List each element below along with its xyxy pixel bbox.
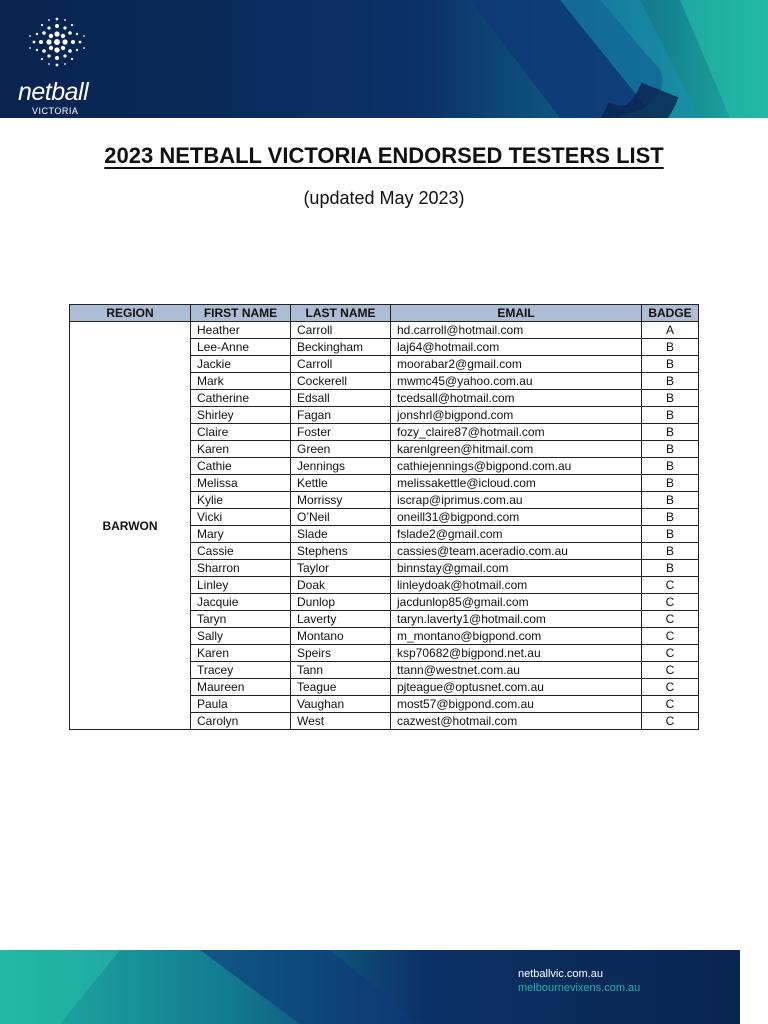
first-name-cell: Heather xyxy=(191,322,291,339)
footer-link-netballvic[interactable]: netballvic.com.au xyxy=(518,968,603,980)
column-header-region: REGION xyxy=(70,305,191,322)
first-name-cell: Claire xyxy=(191,424,291,441)
netball-dots-icon xyxy=(22,14,92,70)
email-cell: linleydoak@hotmail.com xyxy=(391,577,642,594)
first-name-cell: Linley xyxy=(191,577,291,594)
email-cell: cazwest@hotmail.com xyxy=(391,713,642,730)
badge-cell: B xyxy=(642,492,699,509)
email-cell: ksp70682@bigpond.net.au xyxy=(391,645,642,662)
last-name-cell: Foster xyxy=(291,424,391,441)
first-name-cell: Jackie xyxy=(191,356,291,373)
last-name-cell: Morrissy xyxy=(291,492,391,509)
badge-cell: B xyxy=(642,356,699,373)
first-name-cell: Tracey xyxy=(191,662,291,679)
first-name-cell: Karen xyxy=(191,645,291,662)
first-name-cell: Maureen xyxy=(191,679,291,696)
email-cell: cathiejennings@bigpond.com.au xyxy=(391,458,642,475)
badge-cell: B xyxy=(642,543,699,560)
email-cell: binnstay@gmail.com xyxy=(391,560,642,577)
last-name-cell: Green xyxy=(291,441,391,458)
badge-cell: B xyxy=(642,458,699,475)
last-name-cell: Laverty xyxy=(291,611,391,628)
document-title-text: 2023 NETBALL VICTORIA ENDORSED TESTERS LIST xyxy=(104,143,664,168)
badge-cell: B xyxy=(642,339,699,356)
last-name-cell: Doak xyxy=(291,577,391,594)
badge-cell: B xyxy=(642,475,699,492)
table-header-row xyxy=(70,305,699,322)
logo-wordmark: netball xyxy=(18,78,89,106)
first-name-cell: Mark xyxy=(191,373,291,390)
email-cell: melissakettle@icloud.com xyxy=(391,475,642,492)
last-name-cell: West xyxy=(291,713,391,730)
email-cell: mwmc45@yahoo.com.au xyxy=(391,373,642,390)
last-name-cell: Cockerell xyxy=(291,373,391,390)
last-name-cell: Fagan xyxy=(291,407,391,424)
first-name-cell: Sally xyxy=(191,628,291,645)
email-cell: ttann@westnet.com.au xyxy=(391,662,642,679)
email-cell: fozy_claire87@hotmail.com xyxy=(391,424,642,441)
email-cell: fslade2@gmail.com xyxy=(391,526,642,543)
last-name-cell: Edsall xyxy=(291,390,391,407)
badge-cell: B xyxy=(642,560,699,577)
email-cell: moorabar2@gmail.com xyxy=(391,356,642,373)
last-name-cell: Stephens xyxy=(291,543,391,560)
badge-cell: A xyxy=(642,322,699,339)
first-name-cell: Melissa xyxy=(191,475,291,492)
testers-table xyxy=(69,304,699,730)
email-cell: iscrap@iprimus.com.au xyxy=(391,492,642,509)
email-cell: jonshrl@bigpond.com xyxy=(391,407,642,424)
email-cell: most57@bigpond.com.au xyxy=(391,696,642,713)
email-cell: karenlgreen@hitmail.com xyxy=(391,441,642,458)
badge-cell: B xyxy=(642,424,699,441)
badge-cell: C xyxy=(642,713,699,730)
first-name-cell: Lee-Anne xyxy=(191,339,291,356)
column-header-first-name: FIRST NAME xyxy=(191,305,291,322)
email-cell: cassies@team.aceradio.com.au xyxy=(391,543,642,560)
first-name-cell: Catherine xyxy=(191,390,291,407)
badge-cell: B xyxy=(642,390,699,407)
email-cell: laj64@hotmail.com xyxy=(391,339,642,356)
last-name-cell: Carroll xyxy=(291,356,391,373)
footer-link-melbournevixens[interactable]: melbournevixens.com.au xyxy=(518,982,641,994)
last-name-cell: Dunlop xyxy=(291,594,391,611)
badge-cell: C xyxy=(642,628,699,645)
last-name-cell: Speirs xyxy=(291,645,391,662)
first-name-cell: Taryn xyxy=(191,611,291,628)
badge-cell: B xyxy=(642,441,699,458)
last-name-cell: Vaughan xyxy=(291,696,391,713)
last-name-cell: Kettle xyxy=(291,475,391,492)
footer-wave-graphic xyxy=(0,950,768,1024)
badge-cell: C xyxy=(642,611,699,628)
email-cell: m_montano@bigpond.com xyxy=(391,628,642,645)
email-cell: jacdunlop85@gmail.com xyxy=(391,594,642,611)
badge-cell: C xyxy=(642,577,699,594)
badge-cell: C xyxy=(642,594,699,611)
column-header-email: EMAIL xyxy=(391,305,642,322)
header-wave-graphic xyxy=(0,0,768,118)
last-name-cell: Carroll xyxy=(291,322,391,339)
first-name-cell: Kylie xyxy=(191,492,291,509)
last-name-cell: Slade xyxy=(291,526,391,543)
email-cell: pjteague@optusnet.com.au xyxy=(391,679,642,696)
document-title xyxy=(0,143,768,169)
badge-cell: B xyxy=(642,407,699,424)
footer-banner xyxy=(0,950,768,1024)
badge-cell: C xyxy=(642,662,699,679)
first-name-cell: Sharron xyxy=(191,560,291,577)
first-name-cell: Carolyn xyxy=(191,713,291,730)
badge-cell: B xyxy=(642,509,699,526)
last-name-cell: Teague xyxy=(291,679,391,696)
first-name-cell: Jacquie xyxy=(191,594,291,611)
column-header-last-name: LAST NAME xyxy=(291,305,391,322)
badge-cell: B xyxy=(642,373,699,390)
last-name-cell: Taylor xyxy=(291,560,391,577)
table-row xyxy=(70,322,699,339)
badge-cell: B xyxy=(642,526,699,543)
column-header-badge: BADGE xyxy=(642,305,699,322)
last-name-cell: Jennings xyxy=(291,458,391,475)
first-name-cell: Mary xyxy=(191,526,291,543)
table-body xyxy=(70,322,699,730)
badge-cell: C xyxy=(642,696,699,713)
first-name-cell: Paula xyxy=(191,696,291,713)
logo-subtext: VICTORIA xyxy=(32,106,79,116)
first-name-cell: Karen xyxy=(191,441,291,458)
last-name-cell: O’Neil xyxy=(291,509,391,526)
netball-victoria-logo xyxy=(10,14,110,116)
last-name-cell: Montano xyxy=(291,628,391,645)
region-cell: BARWON xyxy=(70,322,191,730)
last-name-cell: Beckingham xyxy=(291,339,391,356)
first-name-cell: Vicki xyxy=(191,509,291,526)
last-name-cell: Tann xyxy=(291,662,391,679)
first-name-cell: Cathie xyxy=(191,458,291,475)
email-cell: oneill31@bigpond.com xyxy=(391,509,642,526)
email-cell: tcedsall@hotmail.com xyxy=(391,390,642,407)
email-cell: taryn.laverty1@hotmail.com xyxy=(391,611,642,628)
first-name-cell: Cassie xyxy=(191,543,291,560)
first-name-cell: Shirley xyxy=(191,407,291,424)
document-subtitle: (updated May 2023) xyxy=(303,188,465,208)
email-cell: hd.carroll@hotmail.com xyxy=(391,322,642,339)
header-banner xyxy=(0,0,768,118)
badge-cell: C xyxy=(642,679,699,696)
badge-cell: C xyxy=(642,645,699,662)
